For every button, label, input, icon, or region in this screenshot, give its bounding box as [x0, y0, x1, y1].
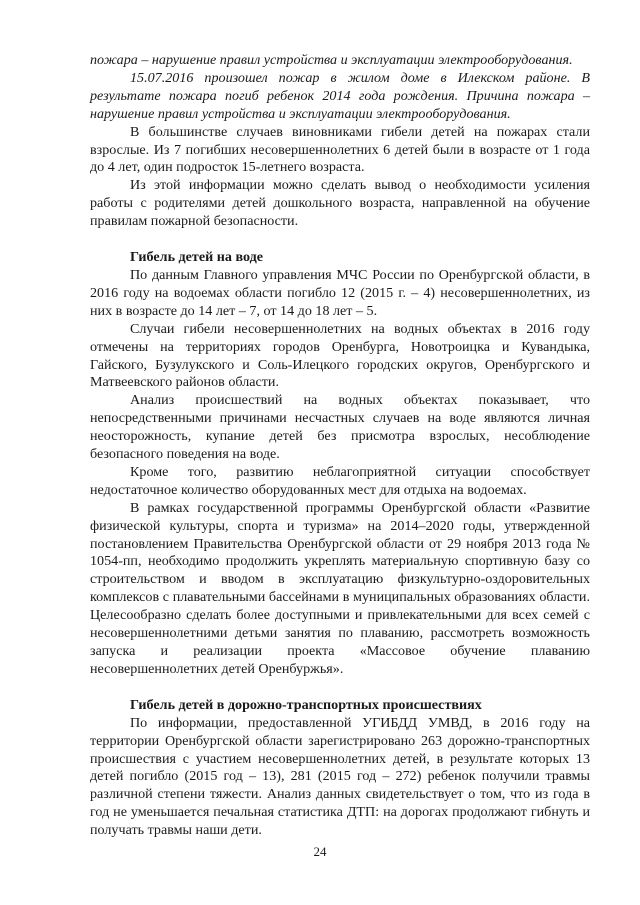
paragraph-fire-cause: пожара – нарушение правил устройства и эксплуатации электрооборудования.: [90, 52, 573, 68]
paragraph-water-program: В рамках государственной программы Оренбургской области «Развитие физической культуры, спорта и туризма» на 2014–2020 годы, утвержденной постановлением Правительства Оренбургской области от 29 ноября 2013 года № 1054-пп, необходимо продолжить укреплять материальную спортивную базу со строительством и вводом в эксплуатацию физкультурно-оздоровительных комплексов с плавательными бассейнами в муниципальных образованиях области. Целесообразно сделать более доступными и привлекательными для всех семей с несовершеннолетними детьми занятия по плаванию, рассмотреть возможность запуска и реализации проекта «Массовое обучение плаванию несовершеннолетних детей Оренбуржья».: [90, 499, 590, 677]
paragraph-fire-conclusion: Из этой информации можно сделать вывод о необходимости усиления работы с родителями детей дошкольного возраста, направленной на обучение правилам пожарной безопасности.: [90, 177, 590, 230]
paragraph-water-analysis: Анализ происшествий на водных объектах показывает, что непосредственными причинами несчастных случаев на воде являются личная неосторожность, купание детей без присмотра взрослых, несоблюдение безопасного поведения на воде.: [90, 392, 590, 463]
document-page: [90, 52, 590, 840]
section-gap: [90, 231, 590, 249]
section-heading-water: Гибель детей на воде: [130, 249, 263, 266]
paragraph-water-stats: По данным Главного управления МЧС России по Оренбургской области, в 2016 году на водоемах области погибло 12 (2015 г. – 4) несовершеннолетних, из них в возрасте до 14 лет – 7, от 14 до 18 лет – 5.: [90, 266, 590, 319]
paragraph-fire-incident: 15.07.2016 произошел пожар в жилом доме в Илекском районе. В результате пожара погиб ребенок 2014 года рождения. Причина пожара – нарушение правил устройства и эксплуатации электрооборудования.: [90, 69, 590, 122]
section-gap: [90, 679, 590, 697]
page-number: 24: [313, 844, 327, 859]
paragraph-water-places: Кроме того, развитию неблагоприятной ситуации способствует недостаточное количество оборудованных мест для отдыха на водоемах.: [90, 463, 590, 498]
paragraph-water-territories: Случаи гибели несовершеннолетних на водных объектах в 2016 году отмечены на территориях городов Оренбурга, Новотроицка и Кувандыка, Гайского, Бузулукского и Соль-Илецкого городских округов, Оренбургского и Матвеевского районов области.: [90, 320, 590, 391]
section-heading-traffic: Гибель детей в дорожно-транспортных происшествиях: [130, 696, 482, 713]
paragraph-traffic-stats: По информации, предоставленной УГИБДД УМВД, в 2016 году на территории Оренбургской области зарегистрировано 263 дорожно-транспортных происшествия с участием несовершеннолетних детей, в результате которых 13 детей погибло (2015 год – 13), 281 (2015 год – 272) ребенок получили травмы различной степени тяжести. Анализ данных свидетельствует о том, что из года в год не уменьшается печальная статистика ДТП: на дорогах продолжают гибнуть и получать травмы наши дети.: [90, 714, 590, 839]
paragraph-fire-adults: В большинстве случаев виновниками гибели детей на пожарах стали взрослые. Из 7 погибших несовершеннолетних 6 детей были в возрасте от 1 года до 4 лет, один подросток 15-летнего возраста.: [90, 123, 590, 176]
